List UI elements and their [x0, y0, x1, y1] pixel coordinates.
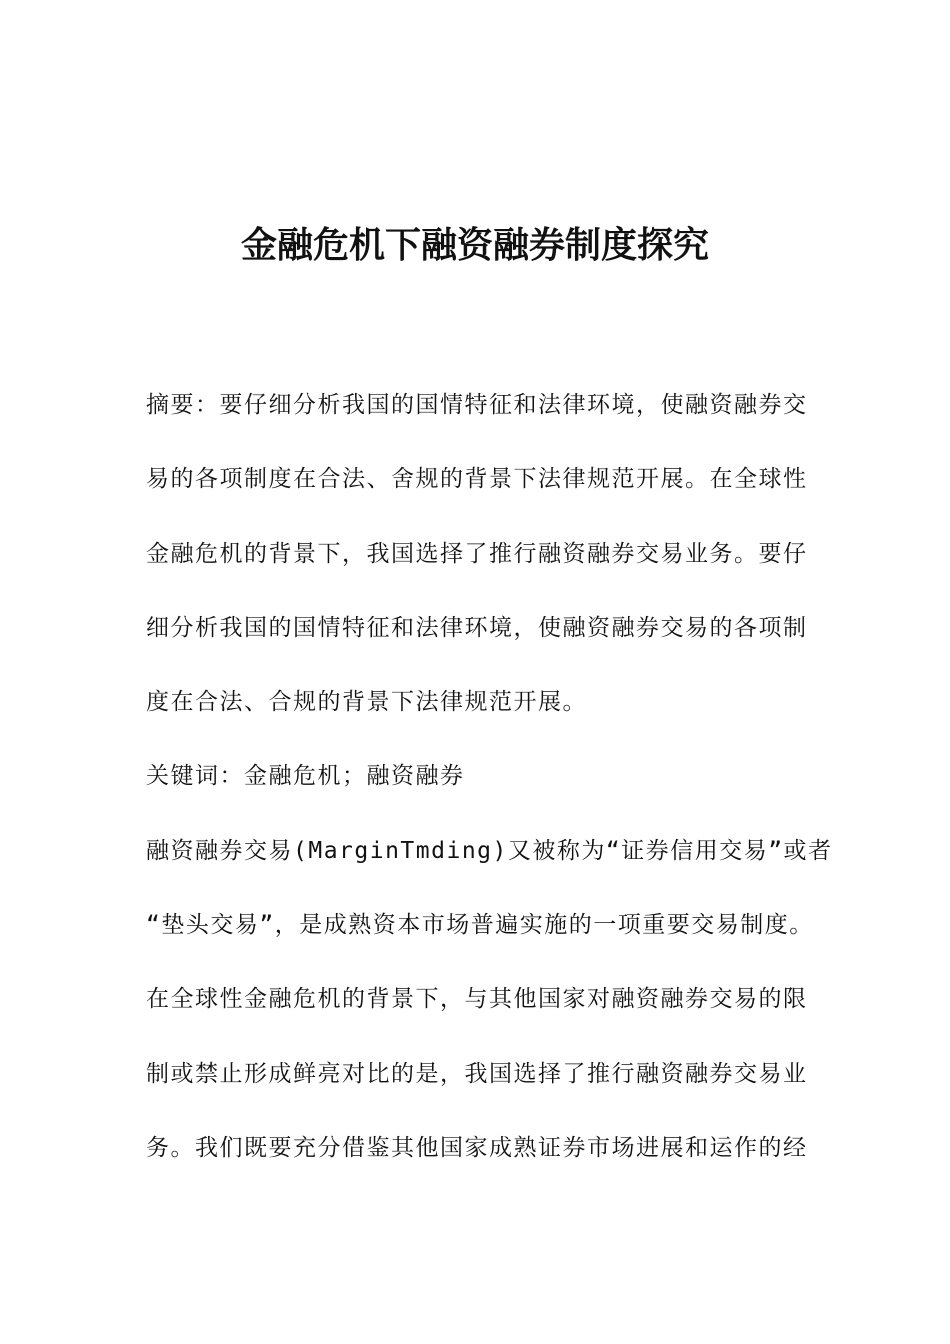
- abstract-line-3: 金融危机的背景下，我国选择了推行融资融券交易业务。要仔: [146, 540, 808, 567]
- paragraph-line-1: 融资融券交易(MarginTmding)又被称为“证券信用交易”或者: [146, 837, 833, 864]
- paragraph-line-4: 制或禁止形成鲜亮对比的是，我国选择了推行融资融券交易业: [146, 1060, 808, 1087]
- abstract-line-2: 易的各项制度在合法、舍规的背景下法律规范开展。在全球性: [146, 466, 808, 493]
- abstract-line-5: 度在合法、合规的背景下法律规范开展。: [146, 689, 587, 716]
- document-title: 金融危机下融资融券制度探究: [240, 225, 709, 266]
- abstract-line-4: 细分析我国的国情特征和法律环境，使融资融券交易的各项制: [146, 614, 808, 641]
- paragraph-line-3: 在全球性金融危机的背景下，与其他国家对融资融券交易的限: [146, 986, 808, 1013]
- paragraph-line-2: “垫头交易”，是成熟资本市场普遍实施的一项重要交易制度。: [146, 912, 814, 939]
- keywords-line: 关键词：金融危机；融资融券: [146, 763, 465, 790]
- document-body: [146, 380, 833, 1197]
- paragraph-line-5: 务。我们既要充分借鉴其他国家成熟证券市场进展和运作的经: [146, 1134, 808, 1161]
- abstract-line-1: 摘要：要仔细分析我国的国情特征和法律环境，使融资融券交: [146, 392, 808, 418]
